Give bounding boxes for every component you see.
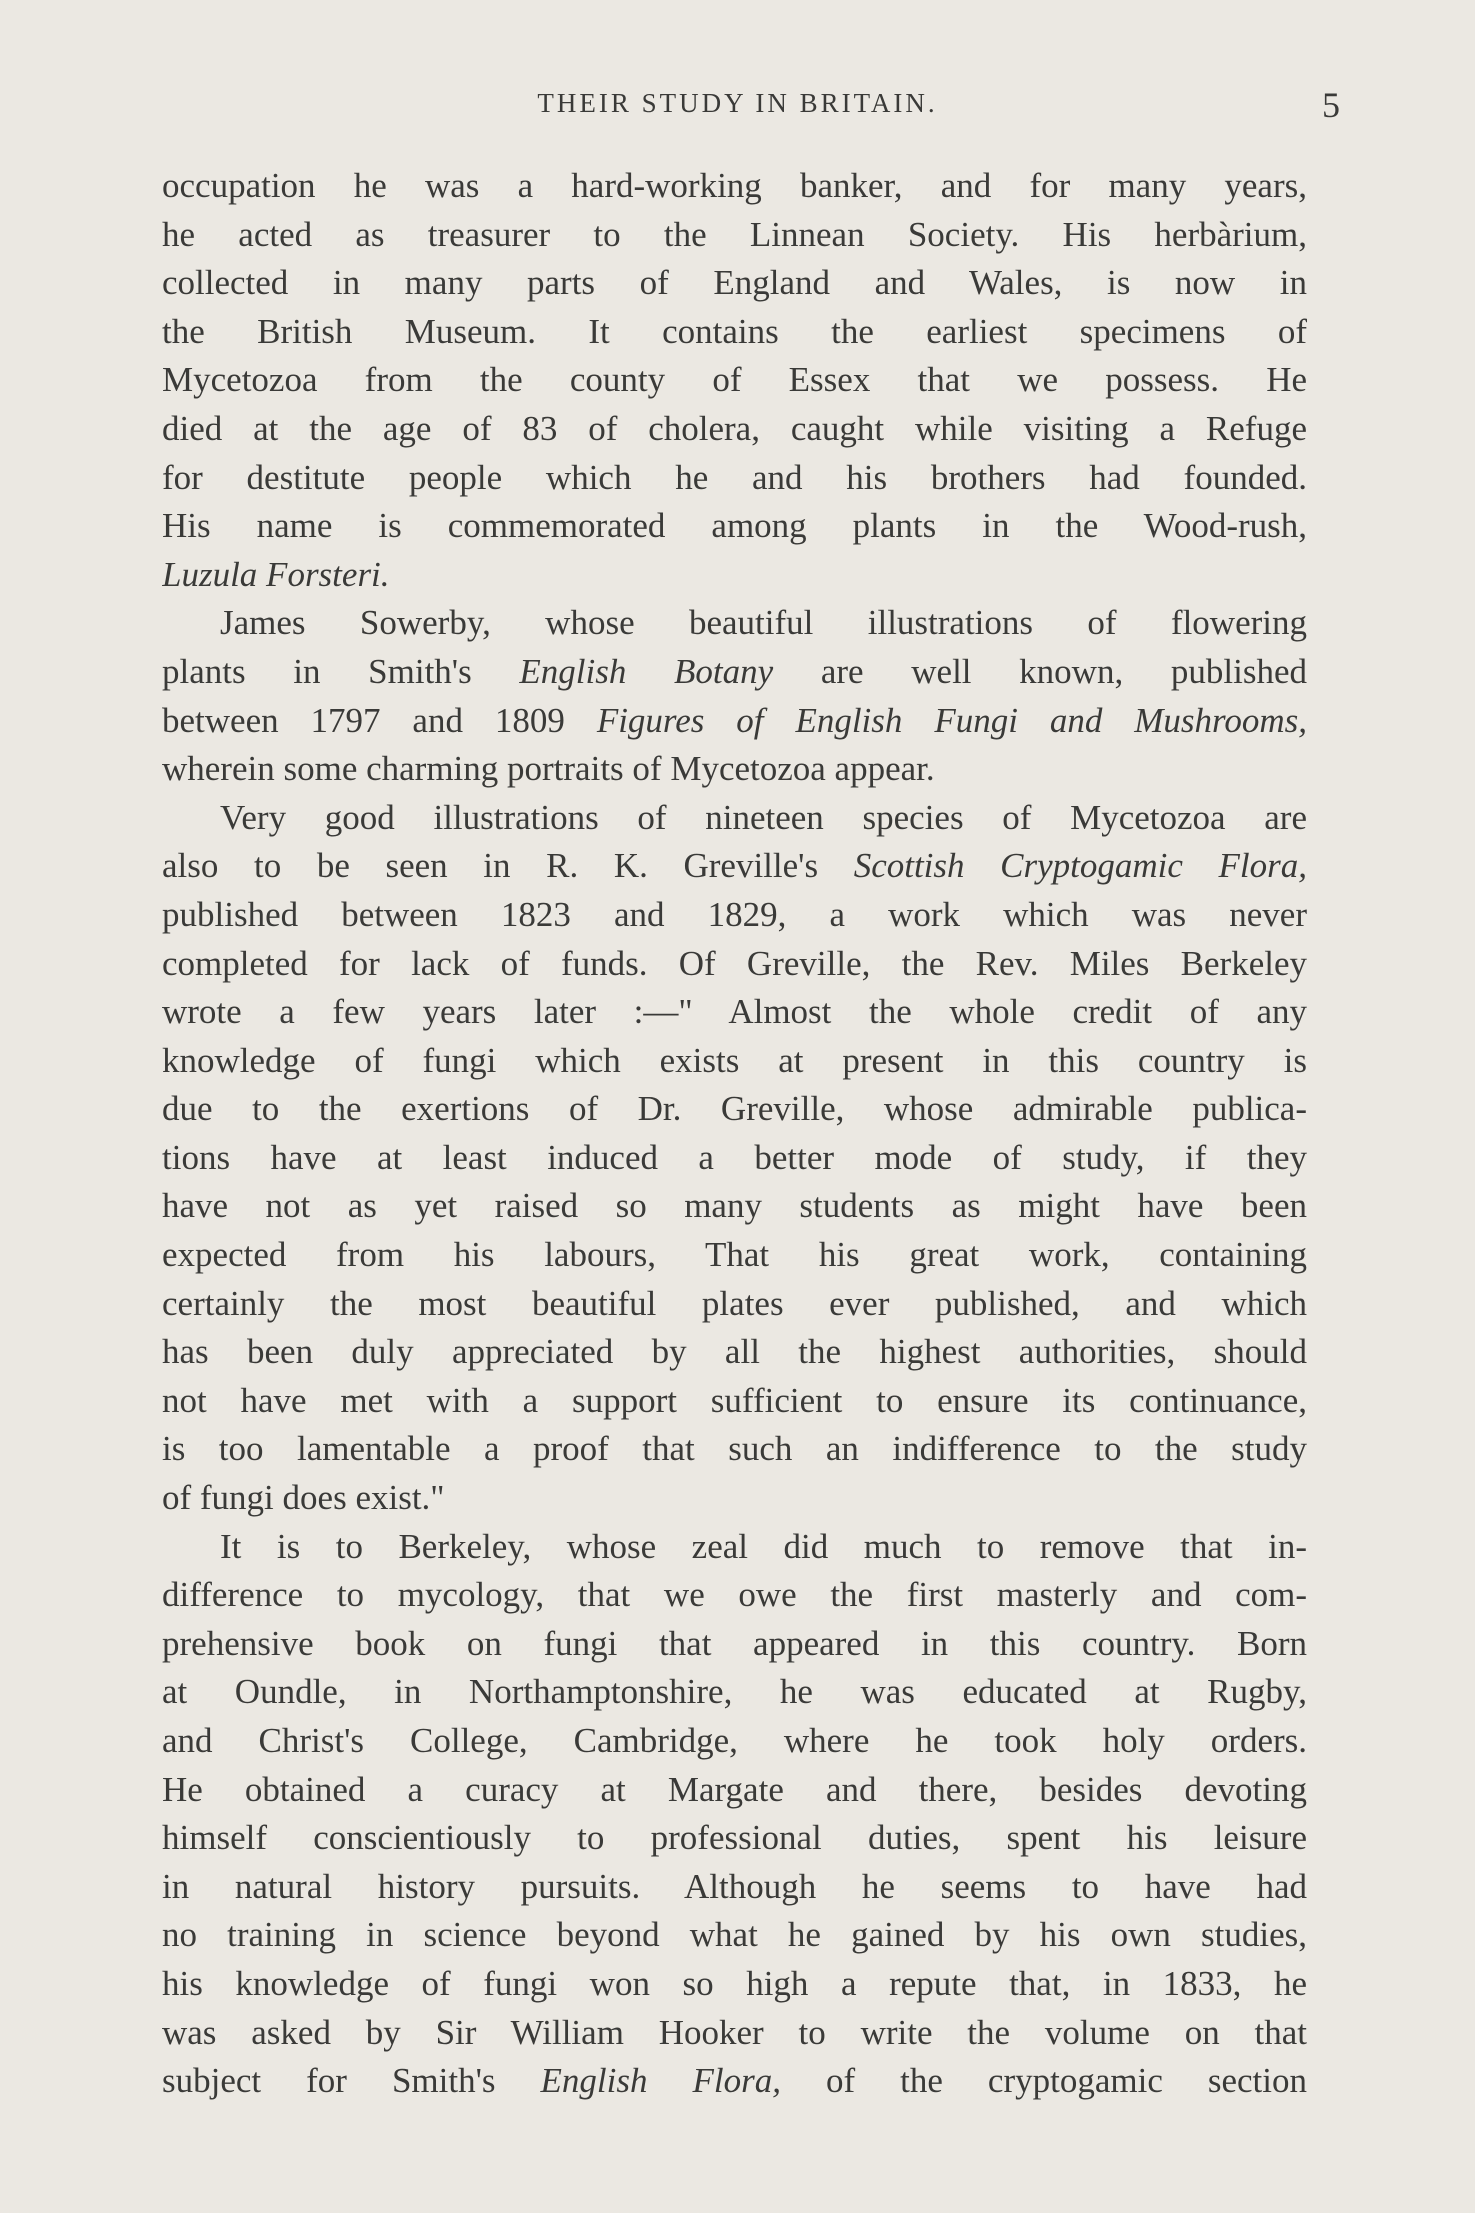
text-run: Very good illustrations of nineteen species of Mycetozoa are (220, 797, 1307, 837)
text-run: occupation he was a hard-working banker, and for many years, (162, 166, 1307, 205)
text-line (162, 1474, 1307, 1523)
text-run: Mycetozoa from the county of Essex that we possess. He (162, 360, 1307, 400)
text-run: James Sowerby, whose beautiful illustrations of flowering (220, 603, 1307, 643)
text-line (162, 405, 1307, 454)
text-line (162, 1571, 1307, 1620)
text-line (162, 1911, 1307, 1960)
text-run: not have met with a support sufficient to ensure its continuance, (162, 1380, 1307, 1420)
text-line (162, 502, 1307, 551)
text-run: His name is commemorated among plants in the Wood-rush, (162, 506, 1307, 546)
text-line (162, 1863, 1307, 1912)
text-line (162, 1134, 1307, 1183)
text-run: difference to mycology, that we owe the first masterly and com- (162, 1575, 1307, 1615)
text-run: and Christ's College, Cambridge, where he took holy orders. (162, 1721, 1307, 1760)
text-run: no training in science beyond what he gained by his own studies, (162, 1915, 1307, 1955)
text-run: are well known, published (773, 651, 1307, 691)
text-run: plants in Smith's (162, 651, 520, 691)
body-text (162, 162, 1307, 2106)
text-run: prehensive book on fungi that appeared in this country. Born (162, 1623, 1307, 1663)
text-line (162, 988, 1307, 1037)
text-line (162, 745, 1307, 794)
italic-text-run: Figures of English Fungi and Mushrooms, (596, 700, 1307, 740)
page-number: 5 (1322, 85, 1340, 125)
text-run: for destitute people which he and his brothers had founded. (162, 457, 1307, 497)
text-line (162, 697, 1307, 746)
text-line (162, 1960, 1307, 2009)
text-run: in natural history pursuits. Although he seems to have had (162, 1866, 1307, 1906)
italic-text-run: Luzula Forsteri. (162, 554, 390, 594)
text-line (162, 259, 1307, 308)
text-line (162, 162, 1307, 211)
text-run: of fungi does exist." (162, 1478, 445, 1518)
text-run: has been duly appreciated by all the highest authorities, should (162, 1332, 1307, 1372)
running-head (0, 85, 1475, 128)
text-line (162, 1037, 1307, 1086)
text-line (162, 1814, 1307, 1863)
text-line (162, 211, 1307, 260)
text-run: his knowledge of fungi won so high a repute that, in 1833, he (162, 1963, 1307, 2003)
text-line (162, 1182, 1307, 1231)
text-run: have not as yet raised so many students as might have been (162, 1186, 1307, 1226)
text-line (162, 356, 1307, 405)
text-line (162, 648, 1307, 697)
text-line (162, 1766, 1307, 1815)
text-line (162, 1280, 1307, 1329)
text-run: the British Museum. It contains the earliest specimens of (162, 311, 1307, 351)
text-line (162, 599, 1307, 648)
text-line (162, 842, 1307, 891)
text-run: is too lamentable a proof that such an indifference to the study (162, 1429, 1307, 1469)
italic-text-run: English Botany (519, 651, 774, 691)
text-line (162, 1377, 1307, 1426)
text-line (162, 940, 1307, 989)
text-line (162, 1523, 1307, 1572)
text-run: It is to Berkeley, whose zeal did much to remove that in- (220, 1526, 1307, 1566)
text-run: He obtained a curacy at Margate and there, besides devoting (162, 1769, 1307, 1809)
text-run: also to be seen in R. K. Greville's (162, 846, 854, 886)
text-run: at Oundle, in Northamptonshire, he was educated at Rugby, (162, 1672, 1307, 1712)
text-run: completed for lack of funds. Of Greville, the Rev. Miles Berkeley (162, 943, 1307, 983)
text-run: died at the age of 83 of cholera, caught while visiting a Refuge (162, 408, 1307, 448)
text-line (162, 794, 1307, 843)
text-run: due to the exertions of Dr. Greville, whose admirable publica- (162, 1089, 1307, 1129)
text-line (162, 1085, 1307, 1134)
text-line (162, 551, 1307, 600)
text-run: between 1797 and 1809 (162, 700, 597, 740)
text-run: wrote a few years later :—" Almost the whole credit of any (162, 992, 1307, 1032)
text-line (162, 1328, 1307, 1377)
running-title: THEIR STUDY IN BRITAIN. (537, 88, 938, 118)
text-line (162, 1668, 1307, 1717)
text-run: he acted as treasurer to the Linnean Society. His herbàrium, (162, 214, 1307, 254)
text-line (162, 2057, 1307, 2106)
text-line (162, 891, 1307, 940)
text-run: subject for Smith's (162, 2061, 541, 2101)
text-line (162, 454, 1307, 503)
text-line (162, 1717, 1307, 1766)
text-run: tions have at least induced a better mode of study, if they (162, 1137, 1307, 1177)
text-run: of the cryptogamic section (780, 2061, 1307, 2101)
italic-text-run: English Flora, (540, 2061, 781, 2101)
text-line (162, 1231, 1307, 1280)
italic-text-run: Scottish Cryptogamic Flora, (853, 846, 1307, 886)
text-line (162, 2009, 1307, 2058)
text-run: wherein some charming portraits of Mycetozoa appear. (162, 749, 935, 789)
text-run: expected from his labours, That his great work, containing (162, 1235, 1307, 1275)
text-run: was asked by Sir William Hooker to write the volume on that (162, 2012, 1307, 2052)
text-run: himself conscientiously to professional duties, spent his leisure (162, 1818, 1307, 1858)
text-run: certainly the most beautiful plates ever published, and which (162, 1283, 1307, 1323)
text-line (162, 308, 1307, 357)
text-run: collected in many parts of England and Wales, is now in (162, 263, 1307, 303)
text-run: knowledge of fungi which exists at present in this country is (162, 1040, 1307, 1080)
text-line (162, 1620, 1307, 1669)
text-run: published between 1823 and 1829, a work which was never (162, 894, 1307, 934)
text-line (162, 1425, 1307, 1474)
